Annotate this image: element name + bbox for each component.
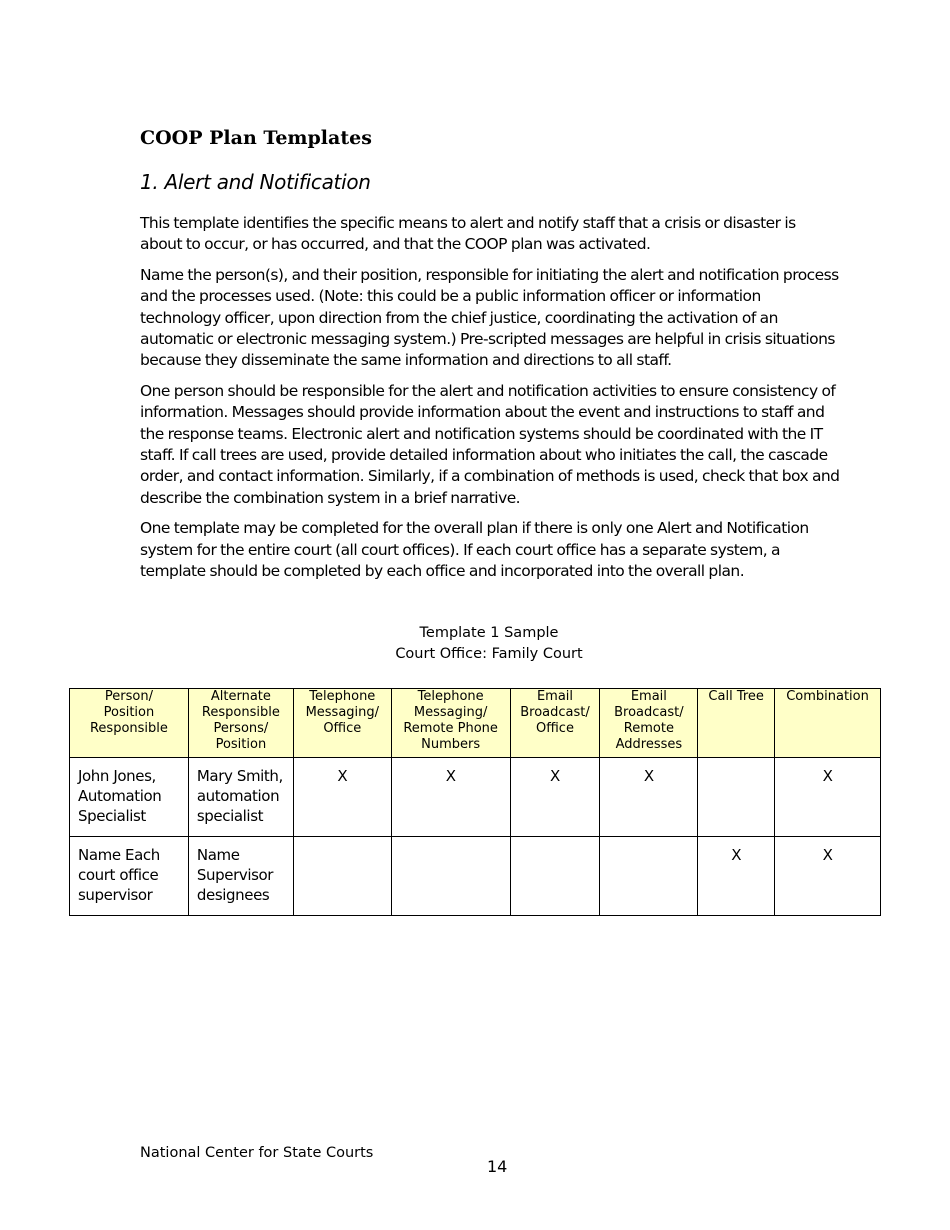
table-row: [70, 758, 881, 837]
cell-call-tree: [698, 758, 775, 837]
cell-telephone-remote: [391, 837, 510, 916]
header-person-position: Person/ Position Responsible: [70, 689, 189, 758]
cell-combination: X: [775, 758, 881, 837]
cell-telephone-remote: X: [391, 758, 510, 837]
cell-call-tree: X: [698, 837, 775, 916]
cell-email-office: X: [510, 758, 600, 837]
cell-combination: X: [775, 837, 881, 916]
cell-alternate: Name Supervisor designees: [188, 837, 293, 916]
footer-organization: National Center for State Courts: [140, 1145, 374, 1161]
header-telephone-office: Telephone Messaging/ Office: [293, 689, 391, 758]
table-header-row: [70, 689, 881, 758]
section-title: 1. Alert and Notification: [140, 170, 371, 194]
cell-person: John Jones, Automation Specialist: [70, 758, 189, 837]
cell-telephone-office: X: [293, 758, 391, 837]
body-text: [140, 213, 840, 592]
cell-email-remote: X: [600, 758, 698, 837]
header-email-office: Email Broadcast/ Office: [510, 689, 600, 758]
cell-email-remote: [600, 837, 698, 916]
page-title: COOP Plan Templates: [140, 127, 372, 149]
paragraph-responsible-person: Name the person(s), and their position, responsible for initiating the alert and notification process and the processes used. (Note: this could be a public information officer or information technology officer, upon direction from the chief justice, coordinating the activation of an automatic or electronic messaging system.) Pre-scripted messages are helpful in crisis situations because they disseminate the same information and directions to all staff.: [140, 265, 839, 370]
header-email-remote: Email Broadcast/ Remote Addresses: [600, 689, 698, 758]
alert-notification-table: [69, 688, 881, 916]
header-call-tree: Call Tree: [698, 689, 775, 758]
template-caption-office: Court Office: Family Court: [395, 646, 583, 662]
template-caption-title: Template 1 Sample: [419, 625, 559, 641]
paragraph-intro: This template identifies the specific means to alert and notify staff that a crisis or disaster is about to occur, or has occurred, and that the COOP plan was activated.: [140, 214, 796, 254]
header-alternate-responsible: Alternate Responsible Persons/ Position: [188, 689, 293, 758]
header-combination: Combination: [775, 689, 881, 758]
table-row: [70, 837, 881, 916]
page-number: 14: [487, 1157, 508, 1176]
cell-alternate: Mary Smith, automation specialist: [188, 758, 293, 837]
cell-telephone-office: [293, 837, 391, 916]
cell-email-office: [510, 837, 600, 916]
paragraph-consistency: One person should be responsible for the alert and notification activities to ensure consistency of information. Messages should provide information about the event and instructions to staff and the response teams. Electronic alert and notification systems should be coordinated with the IT staff. If call trees are used, provide detailed information about who initiates the call, the cascade order, and contact information. Similarly, if a combination of methods is used, check that box and describe the combination system in a brief narrative.: [140, 381, 840, 507]
header-telephone-remote: Telephone Messaging/ Remote Phone Numbers: [391, 689, 510, 758]
cell-person: Name Each court office supervisor: [70, 837, 189, 916]
paragraph-template-scope: One template may be completed for the overall plan if there is only one Alert and Notification system for the entire court (all court offices). If each court office has a separate system, a template should be completed by each office and incorporated into the overall plan.: [140, 519, 809, 581]
